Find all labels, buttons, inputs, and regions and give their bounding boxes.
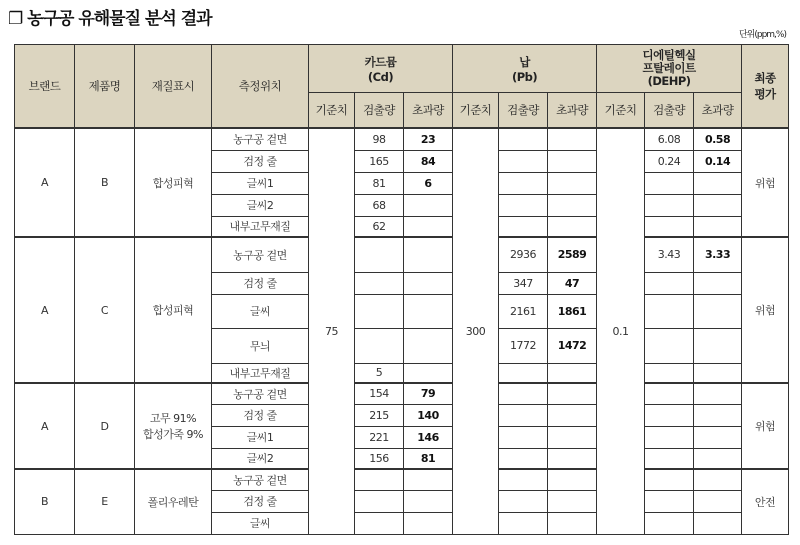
excess-dehp xyxy=(694,216,742,237)
detected-dehp xyxy=(645,404,694,426)
detected-dehp xyxy=(645,294,694,328)
final-evaluation-cell: 위험 xyxy=(742,237,789,383)
final-evaluation-cell: 안전 xyxy=(742,469,789,534)
header-final: 최종 평가 xyxy=(742,45,789,129)
location-cell: 농구공 겉면 xyxy=(212,237,309,272)
detected-pb xyxy=(499,383,548,404)
location-cell: 검정 줄 xyxy=(212,404,309,426)
detected-pb xyxy=(499,216,548,237)
excess-cd xyxy=(404,363,453,383)
detected-cd xyxy=(355,469,404,490)
excess-pb xyxy=(548,150,597,172)
excess-pb xyxy=(548,404,597,426)
excess-cd: 79 xyxy=(404,383,453,404)
excess-cd: 146 xyxy=(404,426,453,448)
material-cell: 폴리우레탄 xyxy=(135,469,212,534)
detected-pb xyxy=(499,194,548,216)
material-cell: 합성피혁 xyxy=(135,128,212,237)
subheader-cd-standard: 기준치 xyxy=(309,93,355,129)
detected-dehp: 3.43 xyxy=(645,237,694,272)
header-cd: 카드뮴 (Cd) xyxy=(309,45,453,93)
standard-pb: 300 xyxy=(453,128,499,534)
subheader-cd-excess: 초과량 xyxy=(404,93,453,129)
material-cell: 합성피혁 xyxy=(135,237,212,383)
detected-dehp xyxy=(645,172,694,194)
detected-cd: 98 xyxy=(355,128,404,150)
detected-cd: 62 xyxy=(355,216,404,237)
detected-pb xyxy=(499,469,548,490)
location-cell: 검정 줄 xyxy=(212,490,309,512)
detected-cd xyxy=(355,272,404,294)
location-cell: 글씨 xyxy=(212,294,309,328)
standard-cd: 75 xyxy=(309,128,355,534)
location-cell: 글씨1 xyxy=(212,426,309,448)
excess-dehp xyxy=(694,294,742,328)
excess-dehp: 0.14 xyxy=(694,150,742,172)
excess-cd: 81 xyxy=(404,448,453,469)
location-cell: 검정 줄 xyxy=(212,150,309,172)
detected-cd: 156 xyxy=(355,448,404,469)
excess-dehp xyxy=(694,383,742,404)
detected-pb xyxy=(499,426,548,448)
header-location: 측정위치 xyxy=(212,45,309,129)
page-title: ❐ 농구공 유해물질 분석 결과 xyxy=(8,9,212,29)
excess-cd xyxy=(404,272,453,294)
excess-dehp: 0.58 xyxy=(694,128,742,150)
unit-label: 단위(ppm,%) xyxy=(738,30,786,40)
subheader-pb-excess: 초과량 xyxy=(548,93,597,129)
excess-pb xyxy=(548,469,597,490)
detected-cd xyxy=(355,294,404,328)
detected-dehp xyxy=(645,383,694,404)
brand-cell: A xyxy=(15,237,75,383)
excess-cd xyxy=(404,328,453,363)
detected-cd xyxy=(355,328,404,363)
detected-dehp: 0.24 xyxy=(645,150,694,172)
location-cell: 농구공 겉면 xyxy=(212,128,309,150)
material-cell: 고무 91% 합성가죽 9% xyxy=(135,383,212,469)
excess-dehp xyxy=(694,426,742,448)
excess-dehp xyxy=(694,404,742,426)
excess-cd xyxy=(404,216,453,237)
product-cell: B xyxy=(75,128,135,237)
brand-cell: A xyxy=(15,383,75,469)
header-dehp: 디에틸헥실 프탈레이트 (DEHP) xyxy=(597,45,742,93)
excess-pb xyxy=(548,490,597,512)
excess-cd xyxy=(404,294,453,328)
detected-dehp xyxy=(645,363,694,383)
location-cell: 농구공 겉면 xyxy=(212,469,309,490)
excess-pb xyxy=(548,383,597,404)
excess-dehp xyxy=(694,363,742,383)
excess-dehp xyxy=(694,512,742,534)
header-pb: 납 (Pb) xyxy=(453,45,597,93)
detected-pb xyxy=(499,150,548,172)
excess-dehp xyxy=(694,490,742,512)
subheader-pb-standard: 기준치 xyxy=(453,93,499,129)
detected-pb xyxy=(499,128,548,150)
detected-cd: 215 xyxy=(355,404,404,426)
detected-dehp xyxy=(645,512,694,534)
detected-cd: 154 xyxy=(355,383,404,404)
product-cell: E xyxy=(75,469,135,534)
detected-pb xyxy=(499,404,548,426)
excess-dehp xyxy=(694,469,742,490)
excess-dehp xyxy=(694,448,742,469)
detected-pb xyxy=(499,448,548,469)
excess-cd xyxy=(404,237,453,272)
detected-cd xyxy=(355,490,404,512)
location-cell: 내부고무재질 xyxy=(212,363,309,383)
location-cell: 글씨2 xyxy=(212,194,309,216)
subheader-pb-detected: 검출량 xyxy=(499,93,548,129)
brand-cell: B xyxy=(15,469,75,534)
location-cell: 내부고무재질 xyxy=(212,216,309,237)
detected-dehp xyxy=(645,194,694,216)
header-product: 제품명 xyxy=(75,45,135,129)
excess-pb xyxy=(548,512,597,534)
excess-cd xyxy=(404,490,453,512)
location-cell: 글씨2 xyxy=(212,448,309,469)
excess-pb: 47 xyxy=(548,272,597,294)
detected-pb xyxy=(499,363,548,383)
excess-pb xyxy=(548,194,597,216)
table-row xyxy=(15,469,789,490)
detected-pb: 1772 xyxy=(499,328,548,363)
excess-cd xyxy=(404,512,453,534)
excess-pb xyxy=(548,363,597,383)
location-cell: 검정 줄 xyxy=(212,272,309,294)
detected-cd xyxy=(355,237,404,272)
location-cell: 농구공 겉면 xyxy=(212,383,309,404)
detected-dehp xyxy=(645,216,694,237)
excess-pb xyxy=(548,216,597,237)
location-cell: 무늬 xyxy=(212,328,309,363)
excess-cd xyxy=(404,469,453,490)
excess-cd: 6 xyxy=(404,172,453,194)
table-row xyxy=(15,128,789,150)
location-cell: 글씨1 xyxy=(212,172,309,194)
excess-dehp xyxy=(694,272,742,294)
table-row xyxy=(15,383,789,404)
detected-dehp xyxy=(645,328,694,363)
final-evaluation-cell: 위험 xyxy=(742,383,789,469)
detected-pb xyxy=(499,172,548,194)
detected-cd: 68 xyxy=(355,194,404,216)
table-row xyxy=(15,237,789,272)
detected-cd xyxy=(355,512,404,534)
excess-cd: 84 xyxy=(404,150,453,172)
excess-pb xyxy=(548,448,597,469)
product-cell: C xyxy=(75,237,135,383)
location-cell: 글씨 xyxy=(212,512,309,534)
excess-pb xyxy=(548,128,597,150)
analysis-table xyxy=(14,44,789,535)
excess-dehp xyxy=(694,194,742,216)
subheader-dehp-detected: 검출량 xyxy=(645,93,694,129)
excess-cd: 140 xyxy=(404,404,453,426)
excess-cd xyxy=(404,194,453,216)
standard-dehp: 0.1 xyxy=(597,128,645,534)
detected-cd: 5 xyxy=(355,363,404,383)
excess-pb xyxy=(548,172,597,194)
excess-pb: 1861 xyxy=(548,294,597,328)
detected-pb: 2936 xyxy=(499,237,548,272)
detected-pb xyxy=(499,512,548,534)
excess-pb xyxy=(548,426,597,448)
detected-dehp xyxy=(645,426,694,448)
brand-cell: A xyxy=(15,128,75,237)
detected-dehp xyxy=(645,448,694,469)
excess-pb: 1472 xyxy=(548,328,597,363)
subheader-cd-detected: 검출량 xyxy=(355,93,404,129)
detected-dehp xyxy=(645,469,694,490)
detected-pb: 2161 xyxy=(499,294,548,328)
excess-dehp xyxy=(694,172,742,194)
detected-cd: 221 xyxy=(355,426,404,448)
detected-dehp xyxy=(645,272,694,294)
detected-pb xyxy=(499,490,548,512)
excess-cd: 23 xyxy=(404,128,453,150)
header-material: 재질표시 xyxy=(135,45,212,129)
detected-cd: 81 xyxy=(355,172,404,194)
product-cell: D xyxy=(75,383,135,469)
detected-dehp xyxy=(645,490,694,512)
subheader-dehp-excess: 초과량 xyxy=(694,93,742,129)
detected-dehp: 6.08 xyxy=(645,128,694,150)
excess-dehp xyxy=(694,328,742,363)
detected-pb: 347 xyxy=(499,272,548,294)
final-evaluation-cell: 위험 xyxy=(742,128,789,237)
subheader-dehp-standard: 기준치 xyxy=(597,93,645,129)
excess-pb: 2589 xyxy=(548,237,597,272)
header-brand: 브랜드 xyxy=(15,45,75,129)
detected-cd: 165 xyxy=(355,150,404,172)
excess-dehp: 3.33 xyxy=(694,237,742,272)
